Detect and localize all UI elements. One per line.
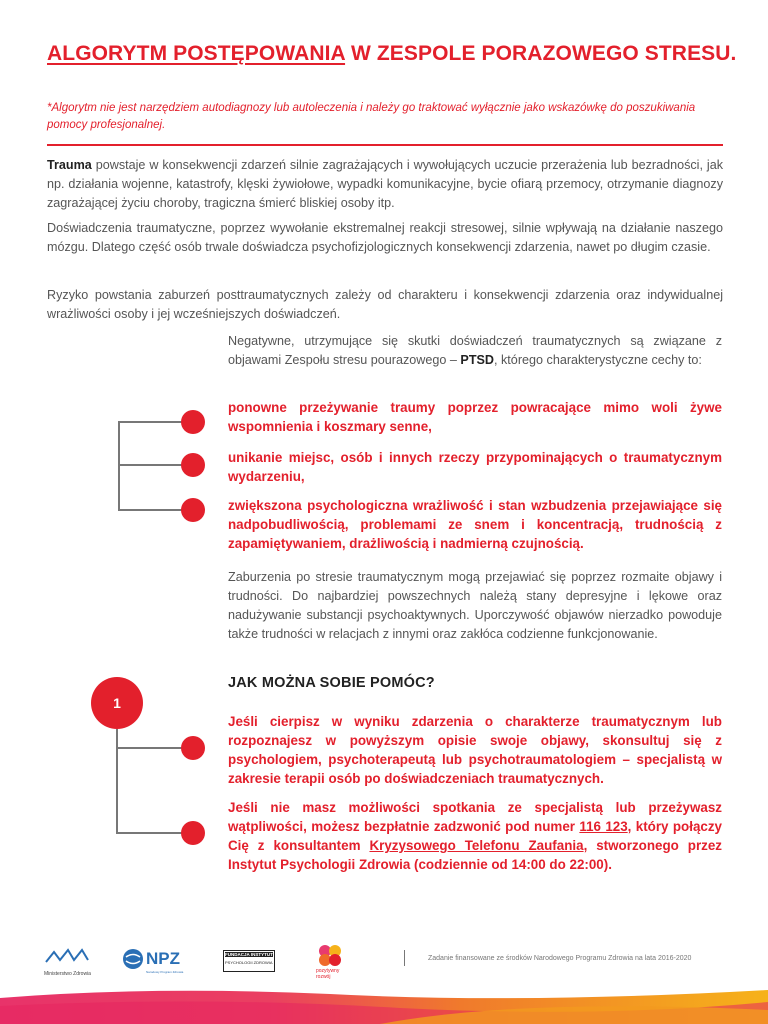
title-divider (47, 144, 723, 146)
symptom-bracket-line (118, 422, 120, 510)
intro-paragraph-3: Ryzyko powstania zaburzeń posttraumatycznych zależy od charakteru i konsekwencji zdarzenia oraz indywidualnej wrażliwości osoby i jej wcześniejszych doświadczeń. (47, 288, 723, 321)
symptom-bullet-3 (181, 498, 205, 522)
ptsd-lead: Negatywne, utrzymujące się skutki doświadczeń traumatycznych są związane z objawami Zespołu stresu pourazowego – PTSD, którego charakterystyczne cechy to: (228, 334, 722, 367)
step-number-badge: 1 (91, 677, 143, 729)
trauma-term: Trauma (47, 158, 92, 172)
help-item-1: Jeśli cierpisz w wyniku zdarzenia o charakterze traumatycznym lub rozpoznajesz w powyższym opisie swoje objawy, skonsultuj się z psychologiem, psychoterapeutą lub psychotraumatologiem – specjalistą w zakresie terapii osób po doświadczeniach traumatycznych. (228, 714, 722, 786)
symptom-3: zwiększona psychologiczna wrażliwość i stan wzbudzenia przejawiające się nadpobudliwością, problemami ze snem i koncentracją, trudnością z zapamiętywaniem, drażliwością i nadmierną czujnością. (228, 498, 722, 551)
ptsd-after-paragraph: Zaburzenia po stresie traumatycznym mogą przejawiać się poprzez rozmaite objawy i trudności. Do najbardziej powszechnych należą stany depresyjne i lękowe oraz nadużywanie substancji psychoaktywnych. Uporczywość objawów nierzadko powoduje także trudności w relacjach z innymi oraz zakłóca codzienne funkcjonowanie. (228, 570, 722, 641)
ptsd-term: PTSD (460, 353, 495, 367)
npz-logo: NPZ Narodowy Program Zdrowia (122, 948, 192, 978)
title-rest: W ZESPOLE PORAZOWEGO STRESU. (345, 42, 737, 65)
fundacja-logo: FUNDACJA INSTYTUT PSYCHOLOGII ZDROWIA (223, 950, 275, 972)
flower-icon (318, 944, 342, 966)
symptom-2: unikanie miejsc, osób i innych rzeczy przypominających o traumatycznym wydarzeniu, (228, 450, 722, 484)
npz-globe-icon (122, 948, 144, 970)
helpline-number-link[interactable]: 116 123 (579, 819, 628, 834)
help-item-2: Jeśli nie masz możliwości spotkania ze specjalistą lub przeżywasz wątpliwości, możesz bezpłatnie zadzwonić pod numer 116 123, który połączy Cię z konsultantem Kryzysowego Telefonu Zaufania, stworzonego przez Instytut Psychologii Zdrowia (codziennie od 14:00 do 22:00). (228, 800, 722, 872)
intro-paragraph-2: Doświadczenia traumatyczne, poprzez wywołanie ekstremalnej reakcji stresowej, silnie wpływają na działanie naszego mózgu. Dlatego część osób trwale doświadcza psychofizjologicznych konsekwencji zdarzenia, nawet po długim czasie. (47, 221, 723, 254)
ministry-of-health-logo: Ministerstwo Zdrowia (44, 946, 96, 978)
footer-logos (44, 942, 734, 982)
disclaimer: *Algorytm nie jest narzędziem autodiagnozy lub autoleczenia i należy go traktować wyłącznie jako wskazówkę do poszukiwania pomocy profesjonalnej. (47, 102, 696, 131)
pozytywny-rozwoj-logo: pozytywny rozwój (312, 944, 352, 982)
intro-paragraph-1: Trauma powstaje w konsekwencji zdarzeń silnie zagrażających i wywołujących uczucie przerażenia lub bezradności, jak np. działania wojenne, katastrofy, klęski żywiołowe, wypadki komunikacyjne, bycie ofiarą przemocy, otrzymanie diagnozy zagrażającej życiu choroby, tragiczna śmierć bliskiej osoby itp. (47, 158, 723, 210)
title-underlined: ALGORYTM POSTĘPOWANIA (47, 42, 346, 65)
bottom-gradient-band (0, 986, 768, 1024)
symptom-bullet-2 (181, 453, 205, 477)
crisis-line-link[interactable]: Kryzysowego Telefonu Zaufania (369, 838, 584, 853)
help-bullet-2 (181, 821, 205, 845)
help-bullet-1 (181, 736, 205, 760)
symptom-bullet-1 (181, 410, 205, 434)
ministry-wave-icon (44, 946, 96, 966)
help-bracket-line (116, 729, 118, 833)
footer-separator (404, 950, 405, 966)
help-heading: JAK MOŻNA SOBIE POMÓC? (228, 675, 435, 691)
page-title (47, 40, 737, 67)
symptom-1: ponowne przeżywanie traumy poprzez powracające mimo woli żywe wspomnienia i koszmary senne, (228, 400, 722, 434)
funding-note: Zadanie finansowane ze środków Narodowego Programu Zdrowia na lata 2016-2020 (428, 955, 692, 962)
